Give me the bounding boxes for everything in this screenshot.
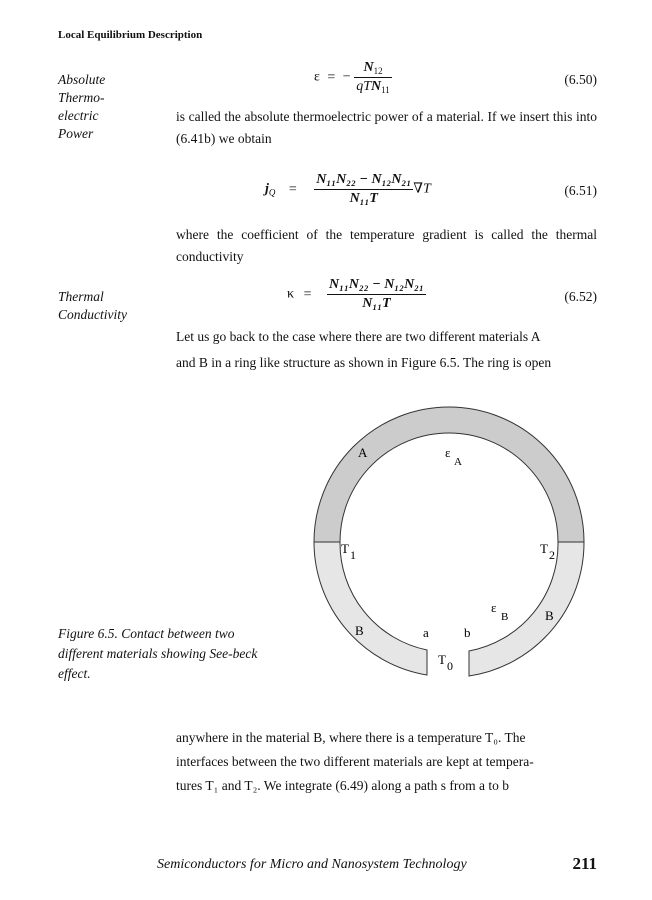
material-b-left-region — [314, 542, 427, 675]
margin-note-line: Thermal — [58, 289, 104, 304]
label-epsilon-b: ε — [491, 600, 497, 615]
footer-book-title: Semiconductors for Micro and Nanosystem Technology — [157, 857, 467, 872]
margin-note-line: Thermo- — [58, 90, 105, 105]
eq-den-sub: 11 — [381, 85, 390, 95]
eq-fraction — [314, 172, 413, 207]
eq-minus: − — [342, 69, 351, 85]
label-point-a: a — [423, 625, 429, 640]
page-number: 211 — [572, 854, 597, 873]
paragraph-2: where the coefficient of the temperature gradient is called the thermal conductivity — [176, 227, 597, 264]
margin-note-line: Power — [58, 126, 94, 141]
label-t1: T — [341, 541, 349, 556]
label-epsilon-b-sub: B — [501, 611, 509, 623]
running-header: Local Equilibrium Description — [58, 29, 203, 41]
label-t1-sub: 1 — [350, 548, 356, 562]
eq-den-var: N — [371, 79, 382, 94]
eq-lhs: j — [265, 181, 269, 197]
paragraph-3 — [176, 326, 597, 374]
label-t2: T — [540, 541, 548, 556]
eq-numerator: N₁₁N₂₂ − N₁₂N₂₁ — [327, 277, 426, 295]
text-line: Let us go back to the case where there are two different materials A — [176, 329, 541, 344]
eq-equals: = — [303, 286, 312, 302]
eq-denominator: N₁₁T — [349, 191, 378, 206]
equation-number-6-51: (6.51) — [564, 183, 597, 198]
eq-num-sub: 12 — [373, 66, 383, 76]
equation-6-51 — [265, 172, 431, 207]
equation-6-50 — [314, 60, 392, 95]
label-t0-sub: 0 — [447, 659, 453, 673]
text-line: and B in a ring like structure as shown in Figure 6.5. The ring is open — [176, 355, 552, 370]
material-a-region — [314, 407, 584, 542]
margin-note-absolute-thermoelectric-power — [58, 71, 168, 143]
margin-note-line: Conductivity — [58, 307, 127, 322]
margin-note-thermal-conductivity — [58, 288, 168, 324]
label-epsilon-a: ε — [445, 445, 451, 460]
material-b-right-region — [469, 542, 584, 676]
eq-den-pre: qT — [356, 79, 371, 94]
equation-6-52 — [287, 277, 426, 312]
text-line: interfaces between the two different materials are kept at tempera- — [176, 754, 534, 769]
margin-note-line: electric — [58, 108, 99, 123]
paragraph-1: is called the absolute thermoelectric power of a material. If we insert this into (6.41b) we obtain — [176, 109, 597, 146]
figure-caption: Figure 6.5. Contact between two different materials showing See-beck effect. — [58, 626, 258, 681]
eq-fraction — [354, 60, 392, 95]
eq-gradient: ∇T — [413, 181, 431, 197]
eq-equals: = — [327, 69, 336, 85]
eq-lhs: κ — [287, 286, 295, 302]
eq-fraction — [327, 277, 426, 312]
eq-lhs: ε — [314, 69, 320, 85]
label-material-b-left: B — [355, 623, 364, 638]
eq-num-var: N — [363, 60, 374, 75]
label-t2-sub: 2 — [549, 548, 555, 562]
figure-seebeck-ring — [300, 395, 600, 695]
text-line: anywhere in the material B, where there is a temperature T₀. The — [176, 730, 526, 745]
paragraph-4 — [176, 727, 597, 797]
label-point-b: b — [464, 625, 471, 640]
label-material-a: A — [358, 445, 368, 460]
eq-numerator: N₁₁N₂₂ − N₁₂N₂₁ — [314, 172, 413, 190]
margin-note-line: Absolute — [58, 72, 106, 87]
label-t0: T — [438, 652, 446, 667]
text-line: tures T₁ and T₂. We integrate (6.49) along a path s from a to b — [176, 778, 509, 793]
equation-number-6-50: (6.50) — [564, 72, 597, 87]
equation-number-6-52: (6.52) — [564, 289, 597, 304]
eq-equals: = — [288, 181, 297, 197]
label-epsilon-a-sub: A — [454, 456, 462, 468]
eq-lhs-sub: Q — [268, 187, 276, 198]
eq-denominator: N₁₁T — [362, 296, 391, 311]
label-material-b-right: B — [545, 608, 554, 623]
